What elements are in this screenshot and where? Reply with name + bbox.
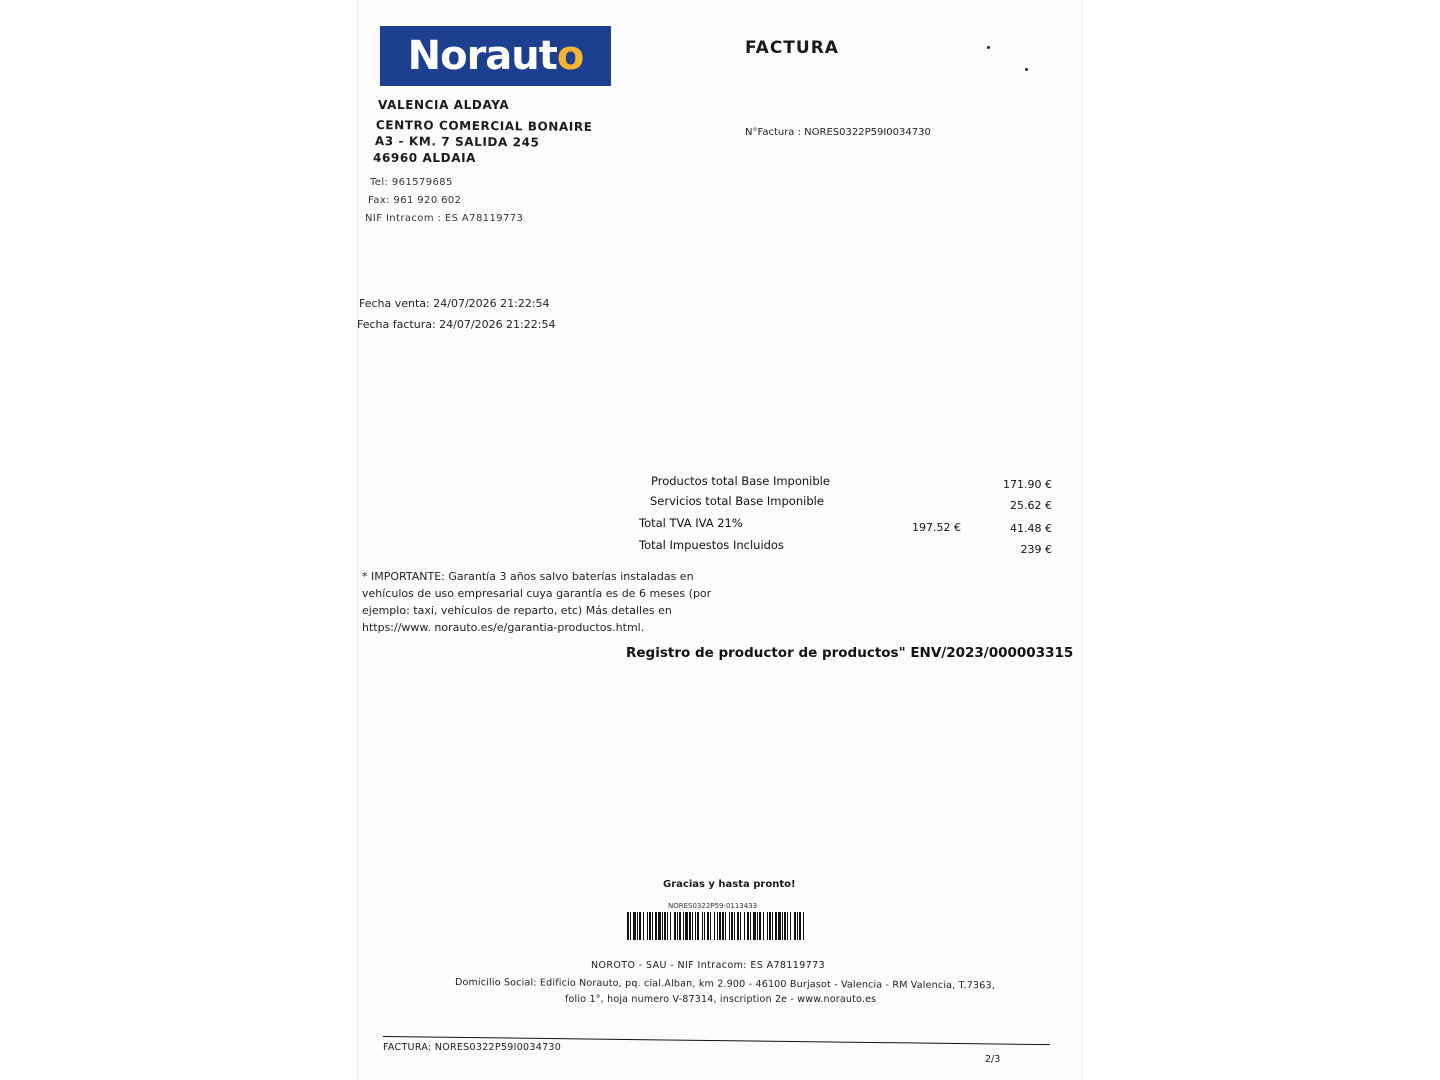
totals-label: Servicios total Base Imponible [650,494,824,508]
barcode-bar [794,912,796,940]
barcode-bar [637,912,638,940]
barcode-bar [763,912,764,940]
barcode-bar [685,912,688,940]
barcode-bar [753,912,756,940]
barcode-bar [652,912,653,940]
barcode-bar [734,912,735,940]
barcode-bar [667,912,668,940]
barcode-bar [697,912,699,940]
barcode-bar [683,912,684,940]
scan-speck [987,46,990,49]
barcode-bar [747,912,749,940]
barcode-bar [662,912,663,940]
invoice-number: N°Factura : NORES0322P59I0034730 [745,127,931,138]
store-address-line: CENTRO COMERCIAL BONAIRE [375,118,593,134]
barcode-bar [649,912,651,940]
barcode-bar [689,912,691,940]
barcode-bar [722,912,724,940]
barcode-bar [664,912,666,940]
barcode-bar [775,912,777,940]
barcode-bar [750,912,751,940]
thanks-message: Gracias y hasta pronto! [663,879,796,890]
logo-text: Norauto [407,33,584,79]
barcode-bar [627,912,629,940]
barcode-bar [658,912,661,940]
barcode-bar [710,912,711,940]
barcode-bar [797,912,798,940]
barcode-bar [639,912,641,940]
footer-address-line: folio 1°, hoja numero V-87314, inscription 2e - www.norauto.es [565,994,877,1005]
barcode-bar [692,912,693,940]
barcode-bar [737,912,739,940]
barcode-bar [714,912,715,940]
barcode-bar [784,912,786,940]
producer-registry: Registro de productor de productos" ENV/2023/000003315 [626,645,1074,661]
totals-value: 41.48 € [1010,522,1052,535]
barcode-icon [627,912,805,940]
barcode-number: NORES0322P59-0113433 [668,902,758,910]
barcode-bar [725,912,726,940]
totals-value: 25.62 € [1010,499,1052,512]
barcode-bar [729,912,730,940]
barcode-bar [719,912,721,940]
barcode-bar [757,912,758,940]
barcode-bar [655,912,657,940]
barcode-bar [702,912,703,940]
barcode-bar [759,912,761,940]
totals-label: Total TVA IVA 21% [639,516,743,530]
store-nif: NIF Intracom : ES A78119773 [365,213,524,224]
store-address-line: VALENCIA ALDAYA [378,98,510,112]
barcode-bar [803,912,804,940]
totals-label: Productos total Base Imponible [651,474,830,488]
page-number: 2/3 [985,1054,1001,1065]
scan-speck [1025,68,1028,71]
barcode-bar [647,912,648,940]
logo-accent-letter: o [556,33,584,79]
store-address-line: 46960 ALDAIA [373,151,477,165]
document-title: FACTURA [745,38,839,58]
barcode-bar [772,912,773,940]
totals-value: 239 € [1020,543,1052,556]
store-fax: Fax: 961 920 602 [368,195,462,206]
footer-invoice-ref: FACTURA: NORES0322P59I0034730 [383,1042,562,1053]
footer-address-line: Domicilio Social: Edificio Norauto, pq. cial.Alban, km 2.900 - 46100 Burjasot - Valencia - RM Valencia, T.7363, [454,977,995,992]
barcode-bar [674,912,676,940]
barcode-bar [717,912,718,940]
barcode-bar [778,912,781,940]
barcode-bar [799,912,801,940]
totals-label: Total Impuestos Incluidos [639,538,784,552]
store-tel: Tel: 961579685 [370,177,453,188]
fecha-venta: Fecha venta: 24/07/2026 21:22:54 [359,297,550,310]
barcode-bar [670,912,671,940]
barcode-bar [704,912,705,940]
barcode-bar [787,912,788,940]
footer-company: NOROTO - SAU - NIF Intracom: ES A78119773 [591,960,826,971]
barcode-bar [677,912,678,940]
barcode-bar [707,912,709,940]
barcode-bar [790,912,791,940]
barcode-bar [767,912,768,940]
barcode-bar [744,912,745,940]
barcode-bar [643,912,644,940]
barcode-bar [695,912,696,940]
barcode-bar [679,912,681,940]
fecha-factura: Fecha factura: 24/07/2026 21:22:54 [357,318,556,331]
totals-base: 197.52 € [912,521,961,534]
guarantee-note: * IMPORTANTE: Garantía 3 años salvo baterías instaladas en vehículos de uso empresarial cuya garantía es de 6 meses (por ejemplo: taxi, vehículos de reparto, etc) Más detalles en https://www. norauto.es/e/garantia-productos.html. [362,570,712,634]
barcode-bar [633,912,636,940]
barcode-bar [740,912,741,940]
norauto-logo [380,26,611,86]
store-address-line: A3 - KM. 7 SALIDA 245 [374,134,540,150]
barcode-bar [769,912,771,940]
barcode-bar [782,912,783,940]
totals-value: 171.90 € [1003,478,1052,491]
barcode-bar [630,912,631,940]
barcode-bar [731,912,733,940]
